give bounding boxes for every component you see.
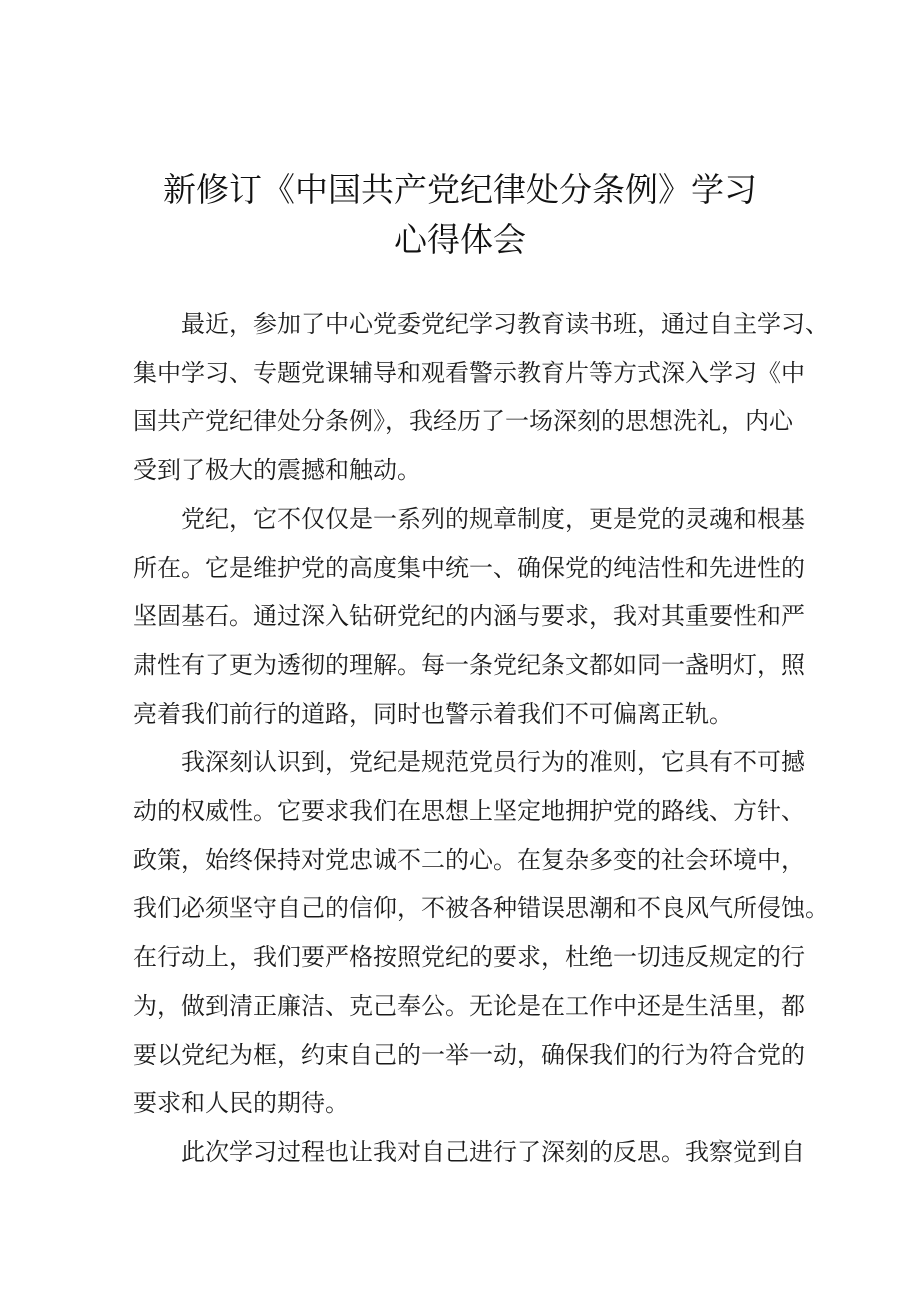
text-line: 肃性有了更为透彻的理解。每一条党纪条文都如同一盏明灯，照: [133, 650, 805, 679]
text-line: 为，做到清正廉洁、克己奉公。无论是在工作中还是生活里，都: [133, 991, 805, 1020]
document-title-line-1: 新修订《中国共产党纪律处分条例》学习: [163, 170, 757, 209]
text-line: 国共产党纪律处分条例》，我经历了一场深刻的思想洗礼，内心: [133, 407, 793, 436]
text-line: 党纪，它不仅仅是一系列的规章制度，更是党的灵魂和根基: [181, 504, 805, 533]
text-line: 亮着我们前行的道路，同时也警示着我们不可偏离正轨。: [133, 699, 733, 728]
text-line: 此次学习过程也让我对自己进行了深刻的反思。我察觉到自: [181, 1137, 805, 1166]
text-line: 要求和人民的期待。: [133, 1089, 349, 1118]
text-line: 动的权威性。它要求我们在思想上坚定地拥护党的路线、方针、: [133, 797, 805, 826]
text-line: 政策，始终保持对党忠诚不二的心。在复杂多变的社会环境中，: [133, 845, 805, 874]
document-title-line-2: 心得体会: [394, 220, 526, 259]
paragraph-1: [133, 300, 829, 495]
text-line: 坚固基石。通过深入钻研党纪的内涵与要求，我对其重要性和严: [133, 602, 805, 631]
text-line: 要以党纪为框，约束自己的一举一动，确保我们的行为符合党的: [133, 1040, 805, 1069]
paragraph-4: [133, 1128, 805, 1177]
text-line: 最近，参加了中心党委党纪学习教育读书班，通过自主学习、: [181, 310, 829, 338]
text-line: 我们必须坚守自己的信仰，不被各种错误思潮和不良风气所侵蚀。: [133, 894, 829, 923]
document-body: [133, 300, 829, 1177]
text-line: 受到了极大的震撼和触动。: [133, 456, 421, 485]
text-line: 所在。它是维护党的高度集中统一、确保党的纯洁性和先进性的: [133, 553, 805, 582]
text-line: 在行动上，我们要严格按照党纪的要求，杜绝一切违反规定的行: [133, 943, 805, 972]
paragraph-3: [133, 738, 829, 1128]
text-line: 我深刻认识到，党纪是规范党员行为的准则，它具有不可撼: [181, 748, 805, 777]
text-line: 集中学习、专题党课辅导和观看警示教育片等方式深入学习《中: [133, 358, 805, 387]
paragraph-2: [133, 495, 805, 739]
